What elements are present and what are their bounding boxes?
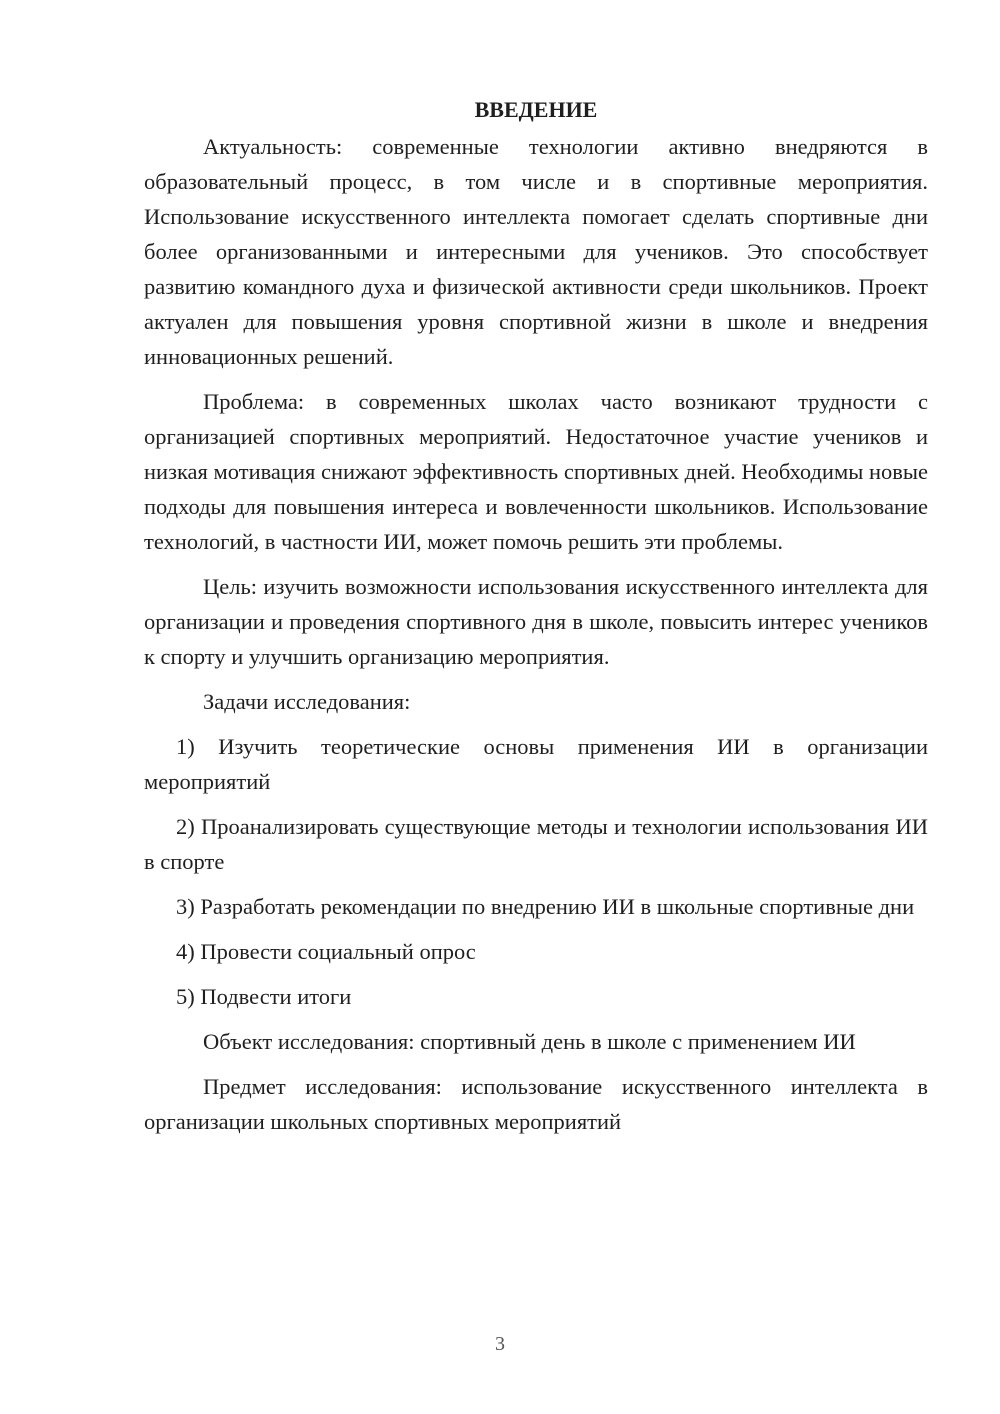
problem-paragraph: Проблема: в современных школах часто возникают трудности с организацией спортивных мероприятий. Недостаточное участие учеников и низкая мотивация снижают эффективность спортивных дней. Необходимы новые подходы для повышения интереса и вовлеченности школьников. Использование технологий, в частности ИИ, может помочь решить эти проблемы.: [144, 389, 928, 554]
task-item-5: 5) Подвести итоги: [176, 984, 352, 1009]
task-item-3: 3) Разработать рекомендации по внедрению ИИ в школьные спортивные дни: [176, 894, 915, 919]
goal-paragraph: Цель: изучить возможности использования искусственного интеллекта для организации и проведения спортивного дня в школе, повысить интерес учеников к спорту и улучшить организацию мероприятия.: [144, 574, 928, 669]
tasks-list: [144, 729, 928, 1014]
task-item-4: 4) Провести социальный опрос: [176, 939, 476, 964]
relevance-paragraph: Актуальность: современные технологии активно внедряются в образовательный процесс, в том числе и в спортивные мероприятия. Использование искусственного интеллекта помогает сделать спортивные дни более организованными и интересными для учеников. Это способствует развитию командного духа и физической активности среди школьников. Проект актуален для повышения уровня спортивной жизни в школе и внедрения инновационных решений.: [144, 134, 928, 369]
tasks-intro: Задачи исследования:: [203, 689, 411, 714]
section-heading: ВВЕДЕНИЕ: [474, 97, 598, 122]
page-content: [144, 92, 928, 1149]
task-item-1: 1) Изучить теоретические основы применения ИИ в организации мероприятий: [144, 734, 928, 794]
task-item-2: 2) Проанализировать существующие методы и технологии использования ИИ в спорте: [144, 814, 928, 874]
subject-paragraph: Предмет исследования: использование искусственного интеллекта в организации школьных спортивных мероприятий: [144, 1074, 928, 1134]
object-paragraph: Объект исследования: спортивный день в школе с применением ИИ: [203, 1029, 856, 1054]
page-number: 3: [495, 1333, 505, 1355]
